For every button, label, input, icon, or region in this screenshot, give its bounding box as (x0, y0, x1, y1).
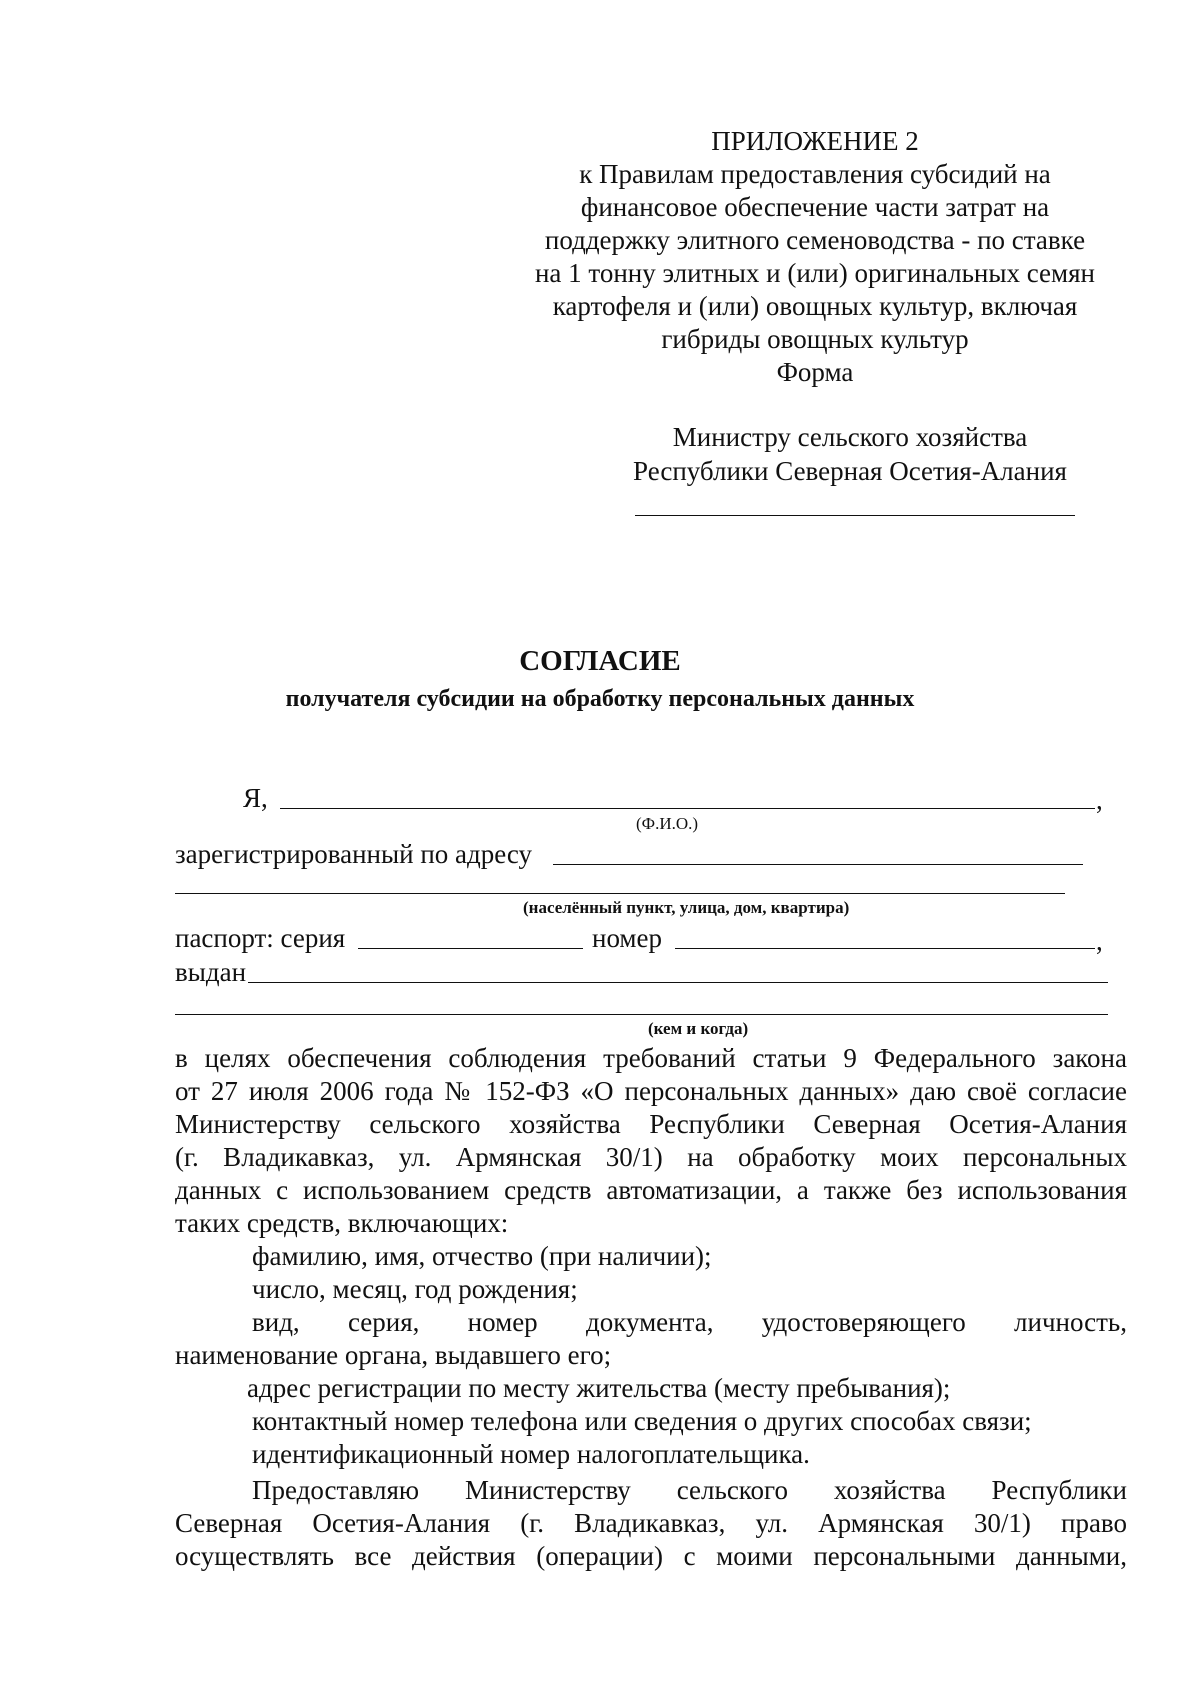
addressee-signature-line[interactable] (635, 515, 1075, 516)
paragraph-line: таких средств, включающих: (175, 1208, 509, 1238)
appendix-number: ПРИЛОЖЕНИЕ 2 (711, 126, 919, 156)
address-caption: (населённый пункт, улица, дом, квартира) (523, 898, 850, 917)
paragraph-line: Предоставляю Министерству сельского хозяйства Республики (252, 1475, 1127, 1505)
paragraph-line: от 27 июля 2006 года № 152-ФЗ «О персональных данных» даю своё согласие (175, 1076, 1127, 1106)
paragraph-line: осуществлять все действия (операции) с моими персональными данными, (175, 1541, 1127, 1571)
paragraph-line: (г. Владикавказ, ул. Армянская 30/1) на обработку моих персональных (175, 1142, 1127, 1172)
fio-field[interactable] (280, 808, 1095, 809)
issued-caption: (кем и когда) (648, 1019, 749, 1038)
consent-paragraph (175, 1042, 1127, 1573)
passport-comma: , (1096, 926, 1103, 956)
issued-field[interactable] (248, 982, 1108, 983)
paragraph-line: данных с использованием средств автоматизации, а также без использования (175, 1175, 1127, 1205)
appendix-line: поддержку элитного семеноводства - по ставке (544, 225, 1086, 255)
passport-series-field[interactable] (358, 948, 583, 949)
appendix-line: финансовое обеспечение части затрат на (580, 192, 1050, 222)
data-item: фамилию, имя, отчество (при наличии); (252, 1241, 712, 1271)
data-item-continuation: наименование органа, выдавшего его; (175, 1340, 612, 1370)
data-item: вид, серия, номер документа, удостоверяющего личность, (252, 1307, 1127, 1337)
form-label: Форма (776, 357, 854, 387)
appendix-line: на 1 тонну элитных и (или) оригинальных семян (534, 258, 1095, 288)
addressee-line: Министру сельского хозяйства (672, 422, 1028, 452)
passport-number-label: номер (592, 923, 663, 953)
paragraph-line: Северная Осетия-Алания (г. Владикавказ, ул. Армянская 30/1) право (175, 1508, 1127, 1538)
addressee-line: Республики Северная Осетия-Алания (633, 456, 1067, 486)
document-subtitle: получателя субсидии на обработку персональных данных (285, 686, 915, 712)
address-field-continuation[interactable] (175, 893, 1065, 894)
data-item: идентификационный номер налогоплательщика. (252, 1439, 810, 1469)
paragraph-line: Министерству сельского хозяйства Республики Северная Осетия-Алания (175, 1109, 1127, 1139)
appendix-line: картофеля и (или) овощных культур, включая (552, 291, 1078, 321)
document-title: СОГЛАСИЕ (519, 645, 681, 677)
data-item: число, месяц, год рождения; (252, 1274, 578, 1304)
registered-label: зарегистрированный по адресу (175, 839, 533, 869)
appendix-header (500, 125, 1130, 389)
appendix-line: к Правилам предоставления субсидий на (579, 159, 1051, 189)
fio-caption: (Ф.И.О.) (636, 814, 699, 833)
appendix-line: гибриды овощных культур (661, 324, 969, 354)
ya-comma: , (1096, 785, 1103, 815)
passport-series-label: паспорт: серия (175, 923, 346, 953)
passport-number-field[interactable] (675, 948, 1095, 949)
address-field[interactable] (553, 864, 1083, 865)
data-item: контактный номер телефона или сведения о других способах связи; (252, 1406, 1032, 1436)
data-item: адрес регистрации по месту жительства (месту пребывания); (247, 1373, 951, 1403)
ya-label: Я, (243, 783, 268, 813)
issued-field-continuation[interactable] (175, 1014, 1108, 1015)
issued-label: выдан (175, 957, 247, 987)
paragraph-line: в целях обеспечения соблюдения требований статьи 9 Федерального закона (175, 1043, 1127, 1073)
addressee-block (600, 420, 1100, 488)
